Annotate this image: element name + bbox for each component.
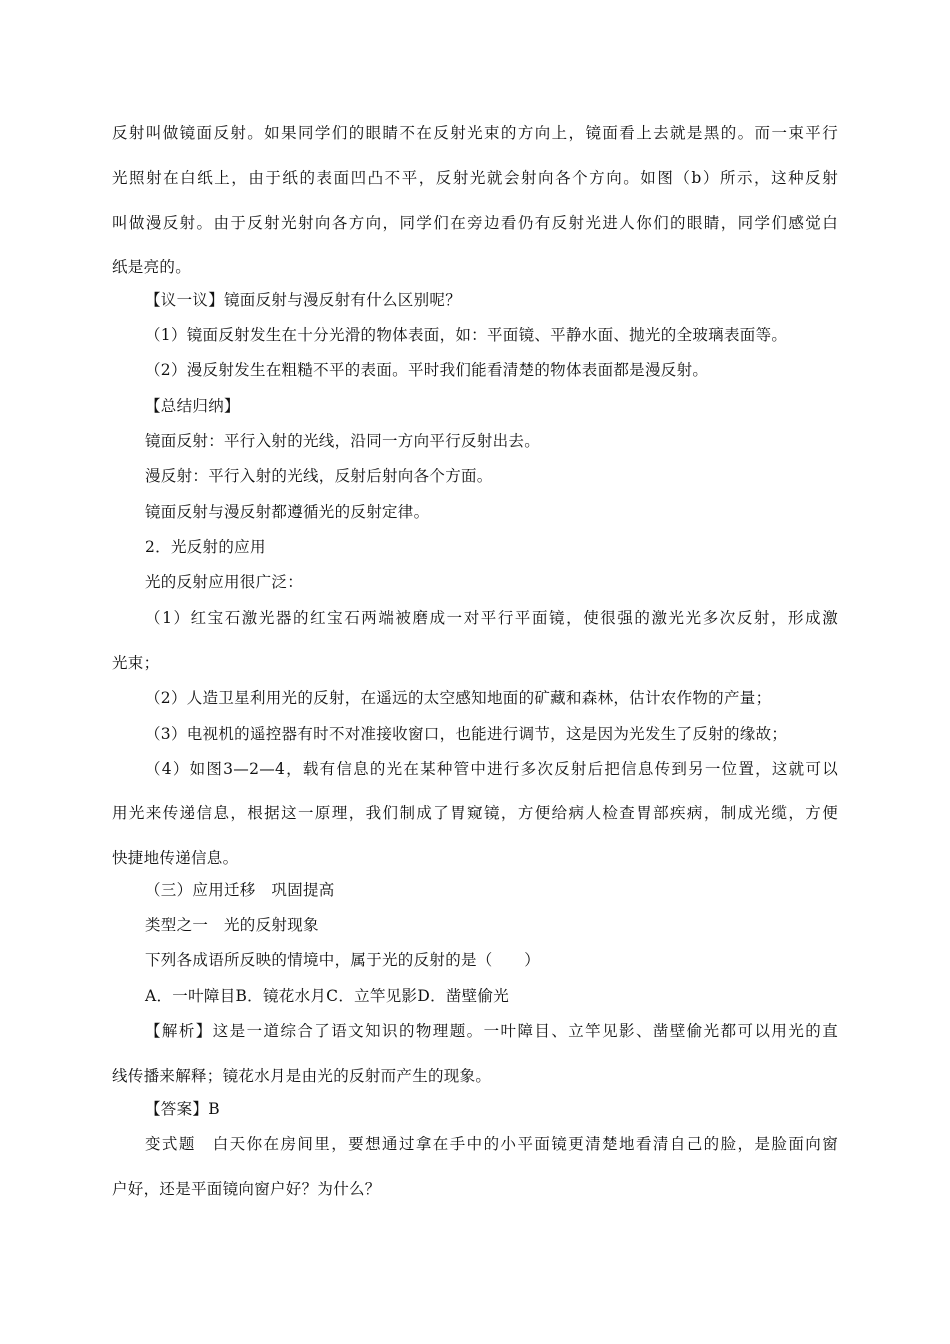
list-item: （2）漫反射发生在粗糙不平的表面。平时我们能看清楚的物体表面都是漫反射。 bbox=[145, 361, 709, 379]
list-item: （1）镜面反射发生在十分光滑的物体表面，如：平面镜、平静水面、抛光的全玻璃表面等。 bbox=[145, 326, 788, 344]
list-item: （4）如图3—2—4，载有信息的光在某种管中进行多次反射后把信息传到另一位置，这就可以 bbox=[145, 760, 838, 778]
paragraph-line: 叫做漫反射。由于反射光射向各方向，同学们在旁边看仍有反射光进人你们的眼睛，同学们感觉白 bbox=[112, 214, 838, 232]
discussion-heading: 【议一议】镜面反射与漫反射有什么区别呢？ bbox=[145, 291, 462, 309]
paragraph-line: 用光来传递信息，根据这一原理，我们制成了胃窥镜，方便给病人检查胃部疾病，制成光缆，方便 bbox=[112, 804, 838, 822]
variant-question: 变式题 白天你在房间里，要想通过拿在手中的小平面镜更清楚地看清自己的脸，是脸面向窗 bbox=[145, 1135, 838, 1153]
paragraph-line: 镜面反射与漫反射都遵循光的反射定律。 bbox=[145, 503, 430, 521]
summary-heading: 【总结归纳】 bbox=[145, 397, 240, 415]
paragraph-line: 镜面反射：平行入射的光线，沿同一方向平行反射出去。 bbox=[145, 432, 541, 450]
paragraph-line: 光照射在白纸上，由于纸的表面凹凸不平，反射光就会射向各个方向。如图（b）所示，这种反射 bbox=[112, 169, 838, 187]
variant-question: 户好，还是平面镜向窗户好？为什么？ bbox=[112, 1180, 381, 1198]
paragraph-line: 快捷地传递信息。 bbox=[112, 849, 239, 867]
section-heading: 2．光反射的应用 bbox=[145, 538, 266, 556]
paragraph-line: 光束； bbox=[112, 654, 160, 672]
section-heading: （三）应用迁移 巩固提高 bbox=[145, 881, 335, 899]
list-item: （2）人造卫星利用光的反射，在遥远的太空感知地面的矿藏和森林，估计农作物的产量； bbox=[145, 689, 772, 707]
analysis-text: 线传播来解释；镜花水月是由光的反射而产生的现象。 bbox=[112, 1067, 492, 1085]
paragraph-line: 纸是亮的。 bbox=[112, 258, 192, 276]
paragraph-line: 反射叫做镜面反射。如果同学们的眼睛不在反射光束的方向上，镜面看上去就是黑的。而一束平行 bbox=[112, 124, 838, 142]
list-item: （3）电视机的遥控器有时不对准接收窗口，也能进行调节，这是因为光发生了反射的缘故； bbox=[145, 725, 788, 743]
paragraph-line: 光的反射应用很广泛： bbox=[145, 573, 304, 591]
list-item: （1）红宝石激光器的红宝石两端被磨成一对平行平面镜，使很强的激光光多次反射，形成激 bbox=[145, 609, 838, 627]
answer-text: 【答案】B bbox=[145, 1100, 220, 1118]
question-text: 下列各成语所反映的情境中，属于光的反射的是（ ） bbox=[145, 951, 541, 969]
analysis-text: 【解析】这是一道综合了语文知识的物理题。一叶障目、立竿见影、凿壁偷光都可以用光的直 bbox=[145, 1022, 838, 1040]
paragraph-line: 漫反射：平行入射的光线，反射后射向各个方面。 bbox=[145, 467, 493, 485]
answer-options: A．一叶障目B．镜花水月C．立竿见影D．凿壁偷光 bbox=[145, 987, 510, 1005]
subsection-heading: 类型之一 光的反射现象 bbox=[145, 916, 319, 934]
